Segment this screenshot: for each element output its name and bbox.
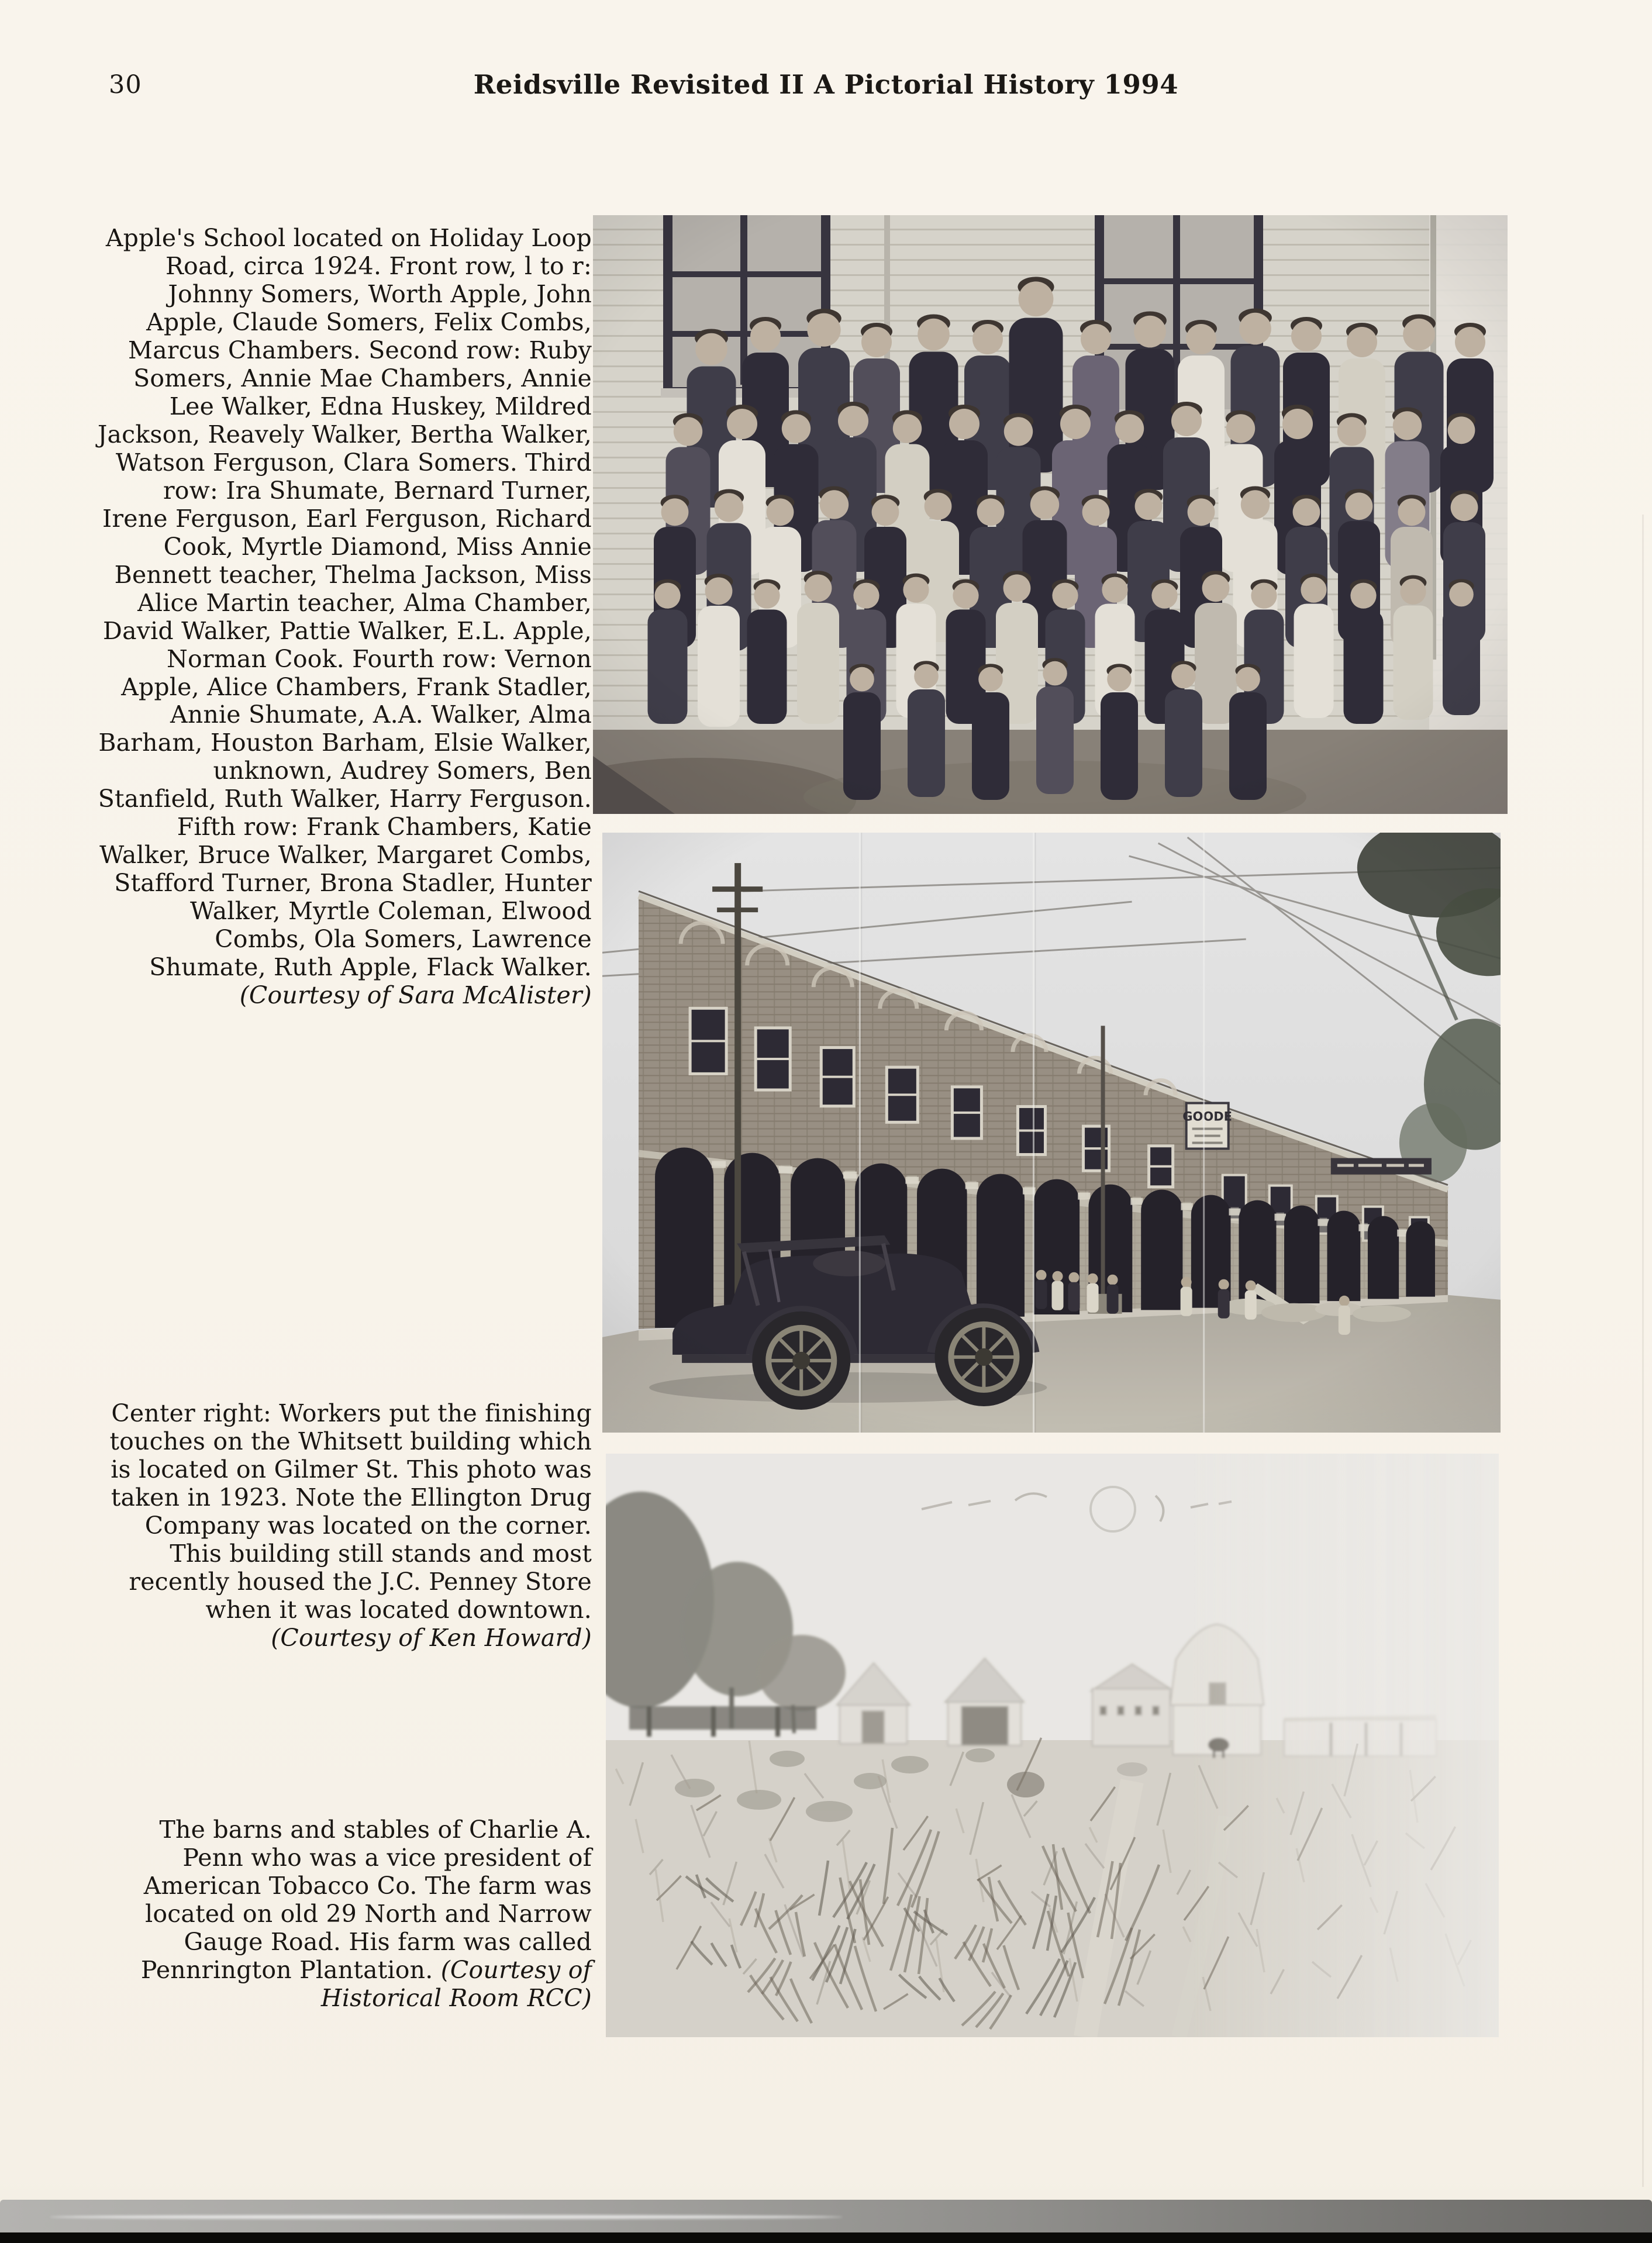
caption-apples-school bbox=[97, 225, 592, 1010]
school-group-illustration bbox=[593, 215, 1508, 814]
whitsett-building-illustration bbox=[602, 833, 1501, 1433]
caption-whitsett-building bbox=[97, 1400, 592, 1652]
page-number: 30 bbox=[109, 70, 142, 99]
page-curl-band bbox=[0, 2200, 1652, 2232]
running-header: Reidsville Revisited II A Pictorial History 1994 bbox=[473, 69, 1179, 100]
scanner-background bbox=[0, 2232, 1652, 2243]
penn-farm-photo bbox=[606, 1454, 1499, 2037]
penn-farm-illustration bbox=[606, 1454, 1499, 2037]
caption-penn-farm bbox=[97, 1816, 592, 2013]
page-edge bbox=[1642, 515, 1644, 2187]
caption-credit: (Courtesy of Sara McAlister) bbox=[239, 981, 592, 1010]
caption-text: Apple's School located on Holiday Loop Road, circa 1924. Front row, l to r: Johnny Somers, Worth Apple, John Apple, Claude Somers, Felix Combs, Marcus Chambers. Second row: Ruby Somers, Annie Mae Chambers, Annie Lee Walker, Edna Huskey, Mildred Jackson, Reavely Walker, Bertha Walker, Watson Ferguson, Clara Somers. Third row: Ira Shumate, Bernard Turner, Irene Ferguson, Earl Ferguson, Richard Cook, Myrtle Diamond, Miss Annie Bennett teacher, Thelma Jackson, Miss Alice Martin teacher, Alma Chamber, David Walker, Pattie Walker, E.L. Apple, Norman Cook. Fourth row: Vernon Apple, Alice Chambers, Frank Stadler, Annie Shumate, A.A. Walker, Alma Barham, Houston Barham, Elsie Walker, unknown, Audrey Somers, Ben Stanfield, Ruth Walker, Harry Ferguson. Fifth row: Frank Chambers, Katie Walker, Bruce Walker, Margaret Combs, Stafford Turner, Brona Stadler, Hunter Walker, Myrtle Coleman, Elwood Combs, Ola Somers, Lawrence Shumate, Ruth Apple, Flack Walker. bbox=[97, 224, 592, 982]
whitsett-building-photo bbox=[602, 833, 1501, 1433]
caption-text: The barns and stables of Charlie A. Penn who was a vice president of American Tobacco Co. The farm was located on old 29 North and Narrow Gauge Road. His farm was called Pennrington Plantation. bbox=[140, 1816, 592, 1984]
caption-credit: (Courtesy of Historical Room RCC) bbox=[320, 1955, 592, 2012]
caption-credit: (Courtesy of Ken Howard) bbox=[271, 1623, 592, 1652]
scan-gutter bbox=[0, 2199, 1652, 2243]
caption-text: Center right: Workers put the finishing touches on the Whitsett building which is located on Gilmer St. This photo was taken in 1923. Note the Ellington Drug Company was located on the corner. This building still stands and most recently housed the J.C. Penney Store when it was located downtown. bbox=[109, 1399, 592, 1624]
apples-school-photo bbox=[593, 215, 1508, 814]
